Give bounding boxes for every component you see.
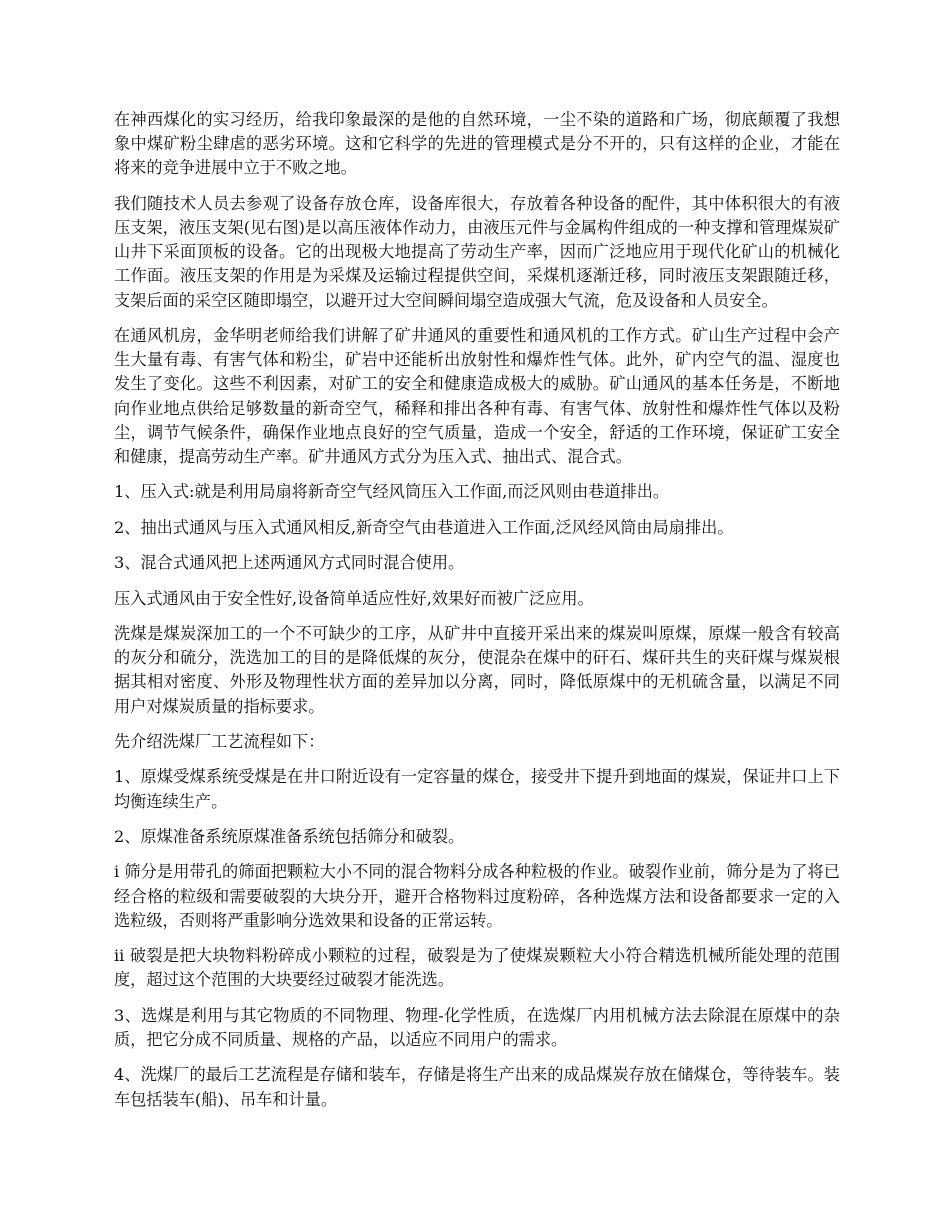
paragraph-10: 1、原煤受煤系统受煤是在井口附近设有一定容量的煤仓，接受井下提升到地面的煤炭，保证井口上下均衡连续生产。 [114,767,840,811]
paragraph-8: 洗煤是煤炭深加工的一个不可缺少的工序，从矿井中直接开采出来的煤炭叫原煤，原煤一般含有较高的灰分和硫分，洗选加工的目的是降低煤的灰分，使混杂在煤中的矸石、煤矸共生的夹矸煤与煤炭根据其相对密度、外形及物理性状方面的差异加以分离，同时，降低原煤中的无机硫含量，以满足不同用户对煤炭质量的指标要求。 [114,623,840,716]
paragraph-13: ii 破裂是把大块物料粉碎成小颗粒的过程，破裂是为了使煤炭颗粒大小符合精选机械所能处理的范围度，超过这个范围的大块要经过破裂才能洗选。 [114,946,840,990]
paragraph-5: 2、抽出式通风与压入式通风相反,新奇空气由巷道进入工作面,泛风经风筒由局扇排出。 [114,517,734,537]
paragraph-14: 3、选煤是利用与其它物质的不同物理、物理-化学性质，在选煤厂内用机械方法去除混在原煤中的杂质，把它分成不同质量、规格的产品，以适应不同用户的需求。 [114,1005,840,1049]
paragraph-15: 4、洗煤厂的最后工艺流程是存储和装车，存储是将生产出来的成品煤炭存放在储煤仓，等待装车。装车包括装车(船)、吊车和计量。 [114,1065,840,1109]
paragraph-2: 我们随技术人员去参观了设备存放仓库，设备库很大，存放着各种设备的配件，其中体积很大的有液压支架，液压支架(见右图)是以高压液体作动力，由液压元件与金属构件组成的一种支撑和管理煤炭矿山井下采面顶板的设备。它的出现极大地提高了劳动生产率，因而广泛地应用于现代化矿山的机械化工作面。液压支架的作用是为采煤及运输过程提供空间，采煤机逐渐迁移，同时液压支架跟随迁移，支架后面的采空区随即塌空，以避开过大空间瞬间塌空造成强大气流，危及设备和人员安全。 [114,193,840,310]
paragraph-6: 3、混合式通风把上述两通风方式同时混合使用。 [114,553,465,573]
paragraph-1: 在神西煤化的实习经历，给我印象最深的是他的自然环境，一尘不染的道路和广场，彻底颠覆了我想象中煤矿粉尘肆虐的恶劣环境。这和它科学的先进的管理模式是分不开的，只有这样的企业，才能在将来的竞争进展中立于不败之地。 [114,110,840,178]
paragraph-12: i 筛分是用带孔的筛面把颗粒大小不同的混合物料分成各种粒极的作业。破裂作业前，筛分是为了将已经合格的粒级和需要破裂的大块分开，避开合格物料过度粉碎，各种选煤方法和设备都要求一定的入选粒级，否则将严重影响分选效果和设备的正常运转。 [114,862,840,930]
document-page [114,108,840,1123]
paragraph-11: 2、原煤准备系统原煤准备系统包括筛分和破裂。 [114,826,465,846]
paragraph-9: 先介绍洗煤厂工艺流程如下： [114,731,325,751]
paragraph-4: 1、压入式:就是利用局扇将新奇空气经风筒压入工作面,而泛风则由巷道排出。 [114,482,670,502]
paragraph-3: 在通风机房，金华明老师给我们讲解了矿井通风的重要性和通风机的工作方式。矿山生产过程中会产生大量有毒、有害气体和粉尘，矿岩中还能析出放射性和爆炸性气体。此外，矿内空气的温、湿度也发生了变化。这些不利因素，对矿工的安全和健康造成极大的威胁。矿山通风的基本任务是，不断地向作业地点供给足够数量的新奇空气，稀释和排出各种有毒、有害气体、放射性和爆炸性气体以及粉尘，调节气候条件，确保作业地点良好的空气质量，造成一个安全，舒适的工作环境，保证矿工安全和健康，提高劳动生产率。矿井通风方式分为压入式、抽出式、混合式。 [114,326,840,467]
paragraph-7: 压入式通风由于安全性好,设备简单适应性好,效果好而被广泛应用。 [114,588,594,608]
